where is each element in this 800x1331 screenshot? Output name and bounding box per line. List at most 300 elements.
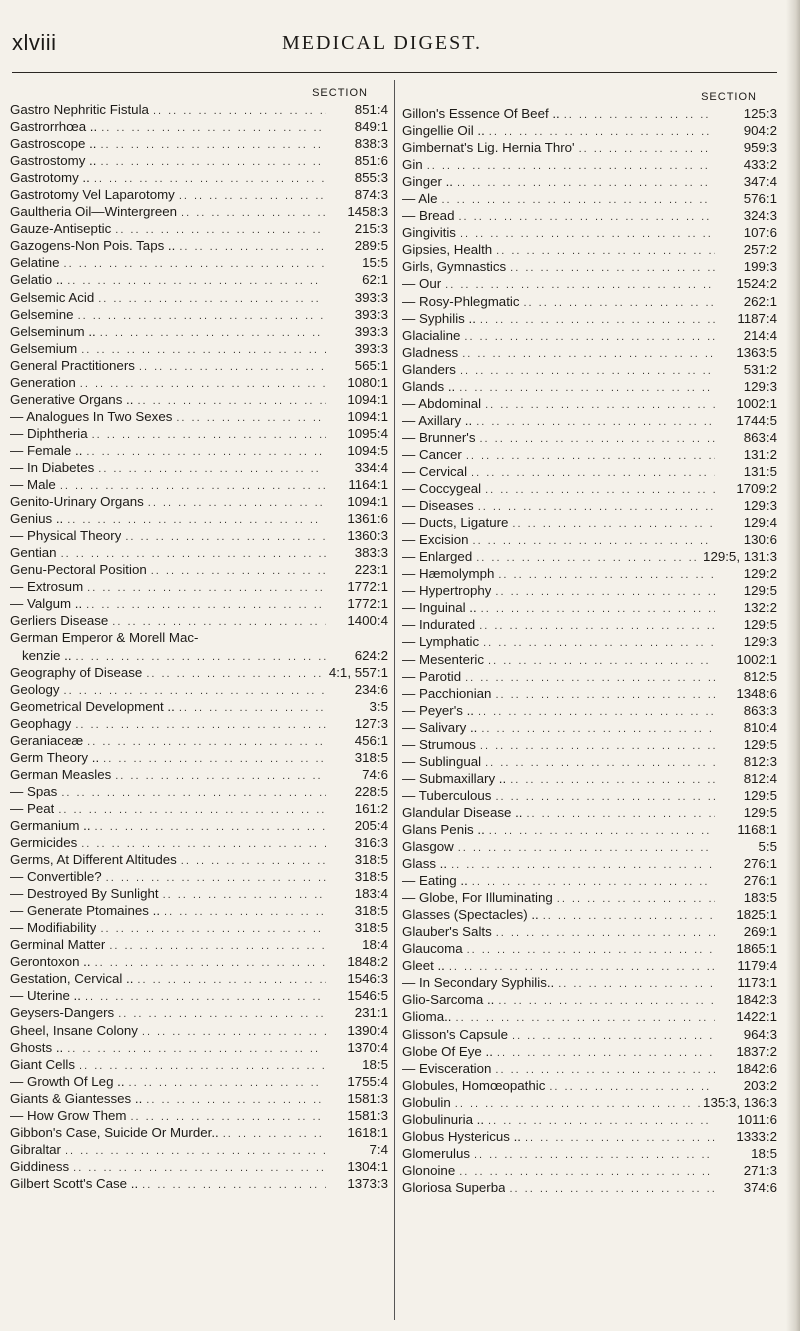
- entry-term: Glio-Sarcoma ..: [402, 992, 495, 1008]
- leader-dots: [159, 887, 326, 904]
- leader-dots: [463, 942, 715, 959]
- entry-term: Giants & Giantesses ..: [10, 1090, 143, 1106]
- leader-dots: [508, 516, 715, 533]
- entry-term: — Growth Of Leg ..: [10, 1073, 125, 1089]
- section-heading-right: SECTION: [701, 91, 757, 103]
- section-reference: 18:5: [362, 1056, 388, 1072]
- section-reference: 223:1: [354, 562, 388, 578]
- index-entry: [10, 1073, 388, 1090]
- index-entry: [402, 719, 777, 736]
- section-reference: 959:3: [743, 140, 777, 156]
- leader-dots: [477, 601, 715, 618]
- index-entry: [402, 480, 777, 497]
- entry-term: Gipsies, Health: [402, 242, 493, 258]
- entry-term: — Axillary ..: [402, 412, 473, 428]
- index-entry: [10, 118, 388, 135]
- index-entry: [10, 612, 388, 629]
- index-entry: [10, 1158, 388, 1175]
- running-title: MEDICAL DIGEST.: [282, 32, 482, 54]
- index-entry: [10, 476, 388, 493]
- section-reference: 565:1: [354, 357, 388, 373]
- entry-term: — Globe, For Illuminating: [402, 890, 553, 906]
- index-entry: [402, 139, 777, 156]
- index-entry: [10, 544, 388, 561]
- section-reference: 576:1: [743, 191, 777, 207]
- leader-dots: [456, 363, 715, 380]
- entry-term: — Abdominal: [402, 395, 482, 411]
- index-entry: [10, 220, 388, 237]
- entry-term: Gastrostomy ..: [10, 153, 97, 169]
- leader-dots: [60, 256, 326, 273]
- section-reference: 393:3: [354, 340, 388, 356]
- section-reference: 215:3: [354, 221, 388, 237]
- entry-term: Gilbert Scott's Case ..: [10, 1175, 139, 1191]
- leader-dots: [94, 461, 326, 478]
- leader-dots: [493, 1045, 715, 1062]
- leader-dots: [219, 1126, 326, 1143]
- section-reference: 1772:1: [347, 579, 388, 595]
- index-entry: [10, 1141, 388, 1158]
- index-entry: [402, 1026, 777, 1043]
- leader-dots: [481, 397, 715, 414]
- leader-dots: [94, 291, 326, 308]
- entry-term: — Destroyed By Sunlight: [10, 886, 159, 902]
- section-reference: 863:4: [743, 429, 777, 445]
- leader-dots: [470, 1147, 715, 1164]
- index-entry: [402, 633, 777, 650]
- entry-term: — Cervical: [402, 463, 468, 479]
- leader-dots: [83, 734, 326, 751]
- section-reference: 234:6: [354, 681, 388, 697]
- index-entry: [402, 923, 777, 940]
- section-reference: 199:3: [743, 259, 777, 275]
- leader-dots: [485, 823, 715, 840]
- index-entry: [10, 425, 388, 442]
- section-reference: 231:1: [354, 1005, 388, 1021]
- leader-dots: [63, 273, 326, 290]
- leader-dots: [447, 857, 715, 874]
- section-reference: 1094:1: [347, 408, 388, 424]
- leader-dots: [82, 444, 326, 461]
- section-reference: 1002:1: [736, 395, 777, 411]
- index-entry: [402, 957, 777, 974]
- entry-term: — Sublingual: [402, 753, 482, 769]
- index-entry: [402, 258, 777, 275]
- section-reference: 135:3, 136:3: [703, 1094, 777, 1110]
- section-reference: 1400:4: [347, 613, 388, 629]
- index-entry: [10, 970, 388, 987]
- entry-term: Gazogens-Non Pois. Taps ..: [10, 238, 176, 254]
- index-entry: [10, 698, 388, 715]
- section-reference: 1422:1: [736, 1009, 777, 1025]
- section-reference: 531:2: [743, 361, 777, 377]
- section-reference: 183:4: [354, 886, 388, 902]
- entry-term: — Excision: [402, 532, 469, 548]
- entry-term: General Practitioners: [10, 357, 135, 373]
- section-reference: 1581:3: [347, 1107, 388, 1123]
- leader-dots: [91, 819, 326, 836]
- leader-dots: [521, 1130, 715, 1147]
- entry-term: — Male: [10, 477, 56, 493]
- index-entry: [402, 122, 777, 139]
- entry-term: — Pacchionian: [402, 685, 492, 701]
- section-reference: 1360:3: [347, 528, 388, 544]
- section-reference: 1348:6: [736, 685, 777, 701]
- index-entry: [402, 344, 777, 361]
- section-reference: 874:3: [354, 187, 388, 203]
- index-entry: [10, 169, 388, 186]
- section-reference: 161:2: [354, 800, 388, 816]
- section-reference: 1095:4: [347, 425, 388, 441]
- leader-dots: [545, 1079, 715, 1096]
- entry-term: — Diphtheria: [10, 425, 88, 441]
- section-reference: 318:5: [354, 903, 388, 919]
- section-reference: 849:1: [354, 119, 388, 135]
- leader-dots: [133, 972, 326, 989]
- entry-term: Glioma..: [402, 1009, 452, 1025]
- index-entry: [10, 578, 388, 595]
- section-reference: 129:5: [743, 804, 777, 820]
- leader-dots: [494, 567, 715, 584]
- leader-dots: [539, 908, 715, 925]
- entry-term: Germicides: [10, 835, 78, 851]
- index-entry: [10, 1090, 388, 1107]
- entry-term: Glomerulus: [402, 1145, 470, 1161]
- leader-dots: [63, 1041, 326, 1058]
- index-entry: [10, 732, 388, 749]
- entry-term: Gleet ..: [402, 958, 445, 974]
- index-entry: [10, 647, 388, 664]
- entry-term: — Peyer's ..: [402, 702, 474, 718]
- entry-term: kenzie ..: [22, 647, 72, 663]
- entry-term: — In Diabetes: [10, 459, 95, 475]
- section-reference: 131:5: [743, 463, 777, 479]
- index-entry: [402, 753, 777, 770]
- entry-term: German Emperor & Morell Mac-: [10, 630, 199, 646]
- entry-term: — Cancer: [402, 446, 462, 462]
- index-entry: [10, 681, 388, 698]
- index-entry: [10, 323, 388, 340]
- entry-term: Germs, At Different Altitudes: [10, 852, 177, 868]
- section-reference: 1458:3: [347, 204, 388, 220]
- section-reference: 1524:2: [736, 276, 777, 292]
- index-entry: [402, 1060, 777, 1077]
- section-reference: 129:3: [743, 634, 777, 650]
- entry-term: — Salivary ..: [402, 719, 478, 735]
- section-reference: 276:1: [743, 873, 777, 889]
- leader-dots: [506, 260, 715, 277]
- index-entry: [10, 237, 388, 254]
- index-entry: [402, 531, 777, 548]
- section-reference: 129:5, 131:3: [703, 549, 777, 565]
- leader-dots: [484, 653, 715, 670]
- section-reference: 1373:3: [347, 1175, 388, 1191]
- entry-term: — Spas: [10, 783, 58, 799]
- entry-term: Glasses (Spectacles) ..: [402, 907, 539, 923]
- section-reference: 228:5: [354, 783, 388, 799]
- index-entry: [10, 766, 388, 783]
- entry-term: Gaultheria Oil—Wintergreen: [10, 204, 178, 220]
- leader-dots: [491, 687, 715, 704]
- index-entry: [402, 310, 777, 327]
- index-entry: [402, 1077, 777, 1094]
- index-entry: [10, 561, 388, 578]
- index-entry: [10, 1039, 388, 1056]
- index-entry: [10, 868, 388, 885]
- entry-term: Globus Hystericus ..: [402, 1128, 521, 1144]
- section-reference: 1187:4: [737, 310, 777, 326]
- index-entry: [402, 582, 777, 599]
- index-entry: [10, 1175, 388, 1192]
- index-entry: [402, 548, 777, 565]
- section-reference: 127:3: [354, 715, 388, 731]
- leader-dots: [477, 721, 715, 738]
- section-reference: 904:2: [743, 123, 777, 139]
- index-entry: [402, 1162, 777, 1179]
- entry-term: Glanders: [402, 361, 456, 377]
- index-entry: [402, 1094, 777, 1111]
- entry-term: Glands ..: [402, 378, 456, 394]
- section-reference: 132:2: [743, 600, 777, 616]
- section-reference: 456:1: [354, 732, 388, 748]
- leader-dots: [481, 755, 715, 772]
- section-reference: 1755:4: [347, 1073, 388, 1089]
- entry-term: Genito-Urinary Organs: [10, 494, 144, 510]
- leader-dots: [455, 380, 715, 397]
- entry-list-right: [402, 105, 777, 1196]
- entry-term: Glaucoma: [402, 941, 463, 957]
- section-reference: 129:5: [743, 787, 777, 803]
- leader-dots: [474, 499, 715, 516]
- leader-dots: [99, 751, 326, 768]
- index-entry: [402, 395, 777, 412]
- leader-dots: [472, 414, 715, 431]
- index-column-left: [10, 87, 388, 1192]
- index-entry: [402, 991, 777, 1008]
- leader-dots: [460, 329, 715, 346]
- leader-dots: [105, 938, 326, 955]
- index-entry: [10, 1124, 388, 1141]
- entry-term: — Peat: [10, 800, 55, 816]
- index-entry: [10, 902, 388, 919]
- entry-term: Gillon's Essence Of Beef ..: [402, 106, 560, 121]
- entry-term: Glisson's Capsule: [402, 1026, 509, 1042]
- index-entry: [10, 510, 388, 527]
- entry-term: — Modifiability: [10, 920, 97, 936]
- section-reference: 129:4: [743, 515, 777, 531]
- entry-term: — Mesenteric: [402, 651, 485, 667]
- section-reference: 5:5: [758, 839, 777, 855]
- section-reference: 1744:5: [736, 412, 777, 428]
- leader-dots: [54, 802, 326, 819]
- index-entry: [402, 736, 777, 753]
- leader-dots: [82, 597, 326, 614]
- entry-term: — Uterine ..: [10, 988, 81, 1004]
- entry-term: Globules, Homœopathic: [402, 1077, 546, 1093]
- leader-dots: [142, 1092, 326, 1109]
- section-reference: 271:3: [743, 1162, 777, 1178]
- leader-dots: [114, 1006, 326, 1023]
- index-entry: [402, 940, 777, 957]
- entry-term: — Our: [402, 276, 442, 292]
- leader-dots: [458, 346, 715, 363]
- leader-dots: [142, 666, 326, 683]
- entry-term: — Eating ..: [402, 873, 468, 889]
- entry-term: Gibraltar: [10, 1141, 61, 1157]
- index-entry: [402, 770, 777, 787]
- section-reference: 214:4: [743, 327, 777, 343]
- section-reference: 183:5: [743, 890, 777, 906]
- index-entry: [10, 271, 388, 288]
- section-reference: 1546:5: [347, 988, 388, 1004]
- section-reference: 851:4: [354, 102, 388, 117]
- index-entry: [10, 749, 388, 766]
- entry-term: Gingellie Oil ..: [402, 123, 485, 139]
- section-reference: 1546:3: [347, 971, 388, 987]
- entry-term: Germ Theory ..: [10, 749, 100, 765]
- index-entry: [10, 595, 388, 612]
- entry-term: Globe Of Eye ..: [402, 1043, 493, 1059]
- section-reference: 855:3: [354, 170, 388, 186]
- section-reference: 15:5: [362, 255, 388, 271]
- entry-term: Glauber's Salts: [402, 924, 492, 940]
- leader-dots: [508, 1028, 715, 1045]
- page-number: xlviii: [12, 30, 57, 55]
- entry-term: Gerontoxon ..: [10, 954, 91, 970]
- entry-term: — Evisceration: [402, 1060, 492, 1076]
- entry-term: Glans Penis ..: [402, 821, 485, 837]
- index-entry: [402, 616, 777, 633]
- index-entry: [10, 851, 388, 868]
- entry-term: Gimbernat's Lig. Hernia Thro': [402, 140, 575, 156]
- column-divider: [394, 80, 395, 1320]
- entry-term: Gastro Nephritic Fistula: [10, 102, 149, 117]
- section-reference: 1011:6: [737, 1111, 777, 1127]
- section-reference: 125:3: [743, 106, 777, 121]
- entry-term: — Enlarged: [402, 549, 473, 565]
- section-reference: 1865:1: [736, 941, 777, 957]
- index-entry: [402, 702, 777, 719]
- leader-dots: [74, 308, 326, 325]
- index-entry: [10, 885, 388, 902]
- index-entry: [402, 224, 777, 241]
- section-reference: 1304:1: [347, 1158, 388, 1174]
- section-reference: 1080:1: [347, 374, 388, 390]
- leader-dots: [111, 768, 326, 785]
- entry-term: Gelsemic Acid: [10, 289, 95, 305]
- entry-term: Gastroscope ..: [10, 136, 97, 152]
- section-reference: 7:4: [369, 1141, 388, 1157]
- index-entry: [10, 101, 388, 118]
- section-reference: 1772:1: [347, 596, 388, 612]
- entry-term: Geography of Disease: [10, 664, 143, 680]
- index-entry: [10, 919, 388, 936]
- leader-dots: [505, 1181, 715, 1198]
- entry-term: Geophagy: [10, 715, 72, 731]
- index-entry: [402, 565, 777, 582]
- leader-dots: [491, 789, 715, 806]
- index-entry: [10, 715, 388, 732]
- index-entry: [10, 391, 388, 408]
- index-entry: [10, 186, 388, 203]
- index-entry: [10, 135, 388, 152]
- section-reference: 1848:2: [347, 954, 388, 970]
- index-entry: [10, 459, 388, 476]
- leader-dots: [175, 188, 326, 205]
- section-reference: 383:3: [354, 545, 388, 561]
- leader-dots: [57, 785, 326, 802]
- section-reference: 129:2: [743, 566, 777, 582]
- entry-term: Ghosts ..: [10, 1039, 64, 1055]
- index-entry: [10, 834, 388, 851]
- section-reference: 964:3: [743, 1026, 777, 1042]
- leader-dots: [469, 533, 715, 550]
- entry-term: — Lymphatic: [402, 634, 480, 650]
- section-reference: 1094:1: [347, 391, 388, 407]
- entry-term: — Physical Theory: [10, 528, 122, 544]
- entry-term: Glandular Disease ..: [402, 804, 523, 820]
- section-reference: 624:2: [354, 647, 388, 663]
- index-entry: [402, 906, 777, 923]
- entry-term: — Rosy-Phlegmatic: [402, 293, 520, 309]
- entry-term: German Measles: [10, 766, 112, 782]
- index-entry: [402, 514, 777, 531]
- page-edge: [786, 0, 800, 1331]
- entry-term: Globulin: [402, 1094, 451, 1110]
- leader-dots: [454, 209, 715, 226]
- leader-dots: [491, 584, 715, 601]
- section-reference: 812:3: [743, 753, 777, 769]
- section-reference: 334:4: [354, 459, 388, 475]
- section-reference: 1709:2: [736, 481, 777, 497]
- leader-dots: [147, 563, 326, 580]
- section-reference: 62:1: [362, 272, 388, 288]
- leader-dots: [494, 993, 715, 1010]
- leader-dots: [81, 989, 326, 1006]
- index-entry: [402, 872, 777, 889]
- index-entry: [10, 493, 388, 510]
- leader-dots: [83, 580, 326, 597]
- index-entry: [402, 207, 777, 224]
- index-entry: [10, 1056, 388, 1073]
- leader-dots: [461, 670, 715, 687]
- page-header: [12, 24, 760, 64]
- leader-dots: [121, 529, 326, 546]
- section-reference: 129:5: [743, 583, 777, 599]
- section-reference: 1094:5: [347, 442, 388, 458]
- index-entry: [402, 1008, 777, 1025]
- entry-term: — Valgum ..: [10, 596, 83, 612]
- section-reference: 1363:5: [736, 344, 777, 360]
- entry-term: Gerliers Disease: [10, 613, 109, 629]
- leader-dots: [506, 772, 715, 789]
- leader-dots: [456, 226, 715, 243]
- section-reference: 318:5: [354, 852, 388, 868]
- leader-dots: [474, 704, 715, 721]
- index-entry: [402, 446, 777, 463]
- entry-term: Genu-Pectoral Position: [10, 562, 147, 578]
- leader-dots: [88, 427, 326, 444]
- entry-term: Gastrorrhœa ..: [10, 119, 98, 135]
- entry-term: — Submaxillary ..: [402, 770, 507, 786]
- section-reference: 1842:3: [736, 992, 777, 1008]
- index-entry: [10, 152, 388, 169]
- entry-term: — Indurated: [402, 617, 476, 633]
- entry-term: Geysers-Dangers: [10, 1005, 115, 1021]
- entry-term: Gibbon's Case, Suicide Or Murder..: [10, 1124, 219, 1140]
- entry-term: Geology: [10, 681, 60, 697]
- section-reference: 262:1: [743, 293, 777, 309]
